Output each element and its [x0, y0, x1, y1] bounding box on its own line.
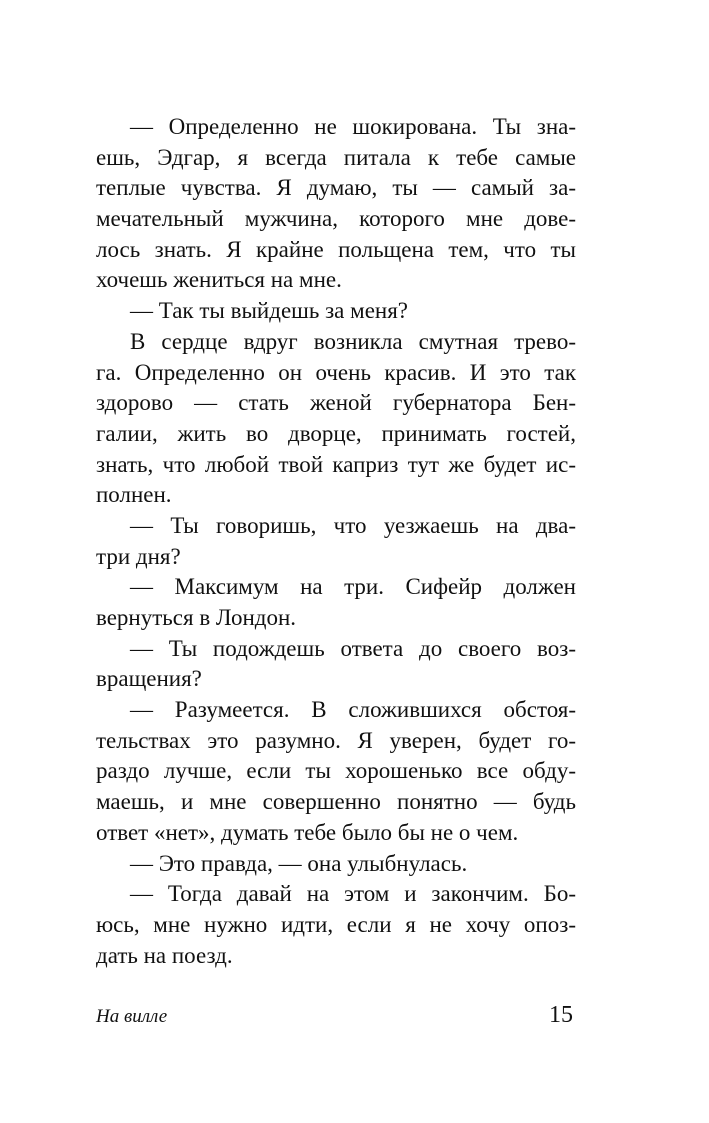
- text-line: тельствах это разумно. Я уверен, будет го-: [96, 727, 576, 753]
- text-line: вернуться в Лондон.: [96, 605, 297, 630]
- text-line: га. Определенно он очень красив. И это так: [96, 359, 576, 385]
- text-line: — Максимум на три. Сифейр должен: [130, 574, 576, 600]
- text-line: вращения?: [96, 666, 202, 692]
- text-line: — Тогда давай на этом и закончим. Бо-: [130, 881, 576, 907]
- running-title: На вилле: [96, 1006, 168, 1027]
- text-line: В сердце вдруг возникла смутная трево-: [130, 328, 576, 354]
- text-line: раздо лучше, если ты хорошенько все обду-: [96, 758, 576, 784]
- page-footer: [96, 1002, 576, 1034]
- text-line: теплые чувства. Я думаю, ты — самый за-: [96, 175, 576, 201]
- text-line: — Ты подождешь ответа до своего воз-: [130, 635, 576, 661]
- text-line: полнен.: [96, 482, 172, 508]
- text-line: ешь, Эдгар, я всегда питала к тебе самые: [96, 144, 576, 170]
- text-line: — Разумеется. В сложившихся обстоя-: [130, 697, 576, 723]
- text-line: юсь, мне нужно идти, если я не хочу опоз-: [96, 911, 576, 937]
- text-line: — Это правда, — она улыбнулась.: [130, 850, 468, 876]
- text-line: здорово — стать женой губернатора Бен-: [96, 390, 576, 416]
- text-line: ответ «нет», думать тебе было бы не о чем.: [96, 819, 519, 845]
- text-line: три дня?: [96, 543, 181, 569]
- text-line: маешь, и мне совершенно понятно — будь: [96, 789, 576, 815]
- text-line: — Так ты выйдешь за меня?: [130, 298, 408, 324]
- text-line: хочешь жениться на мне.: [96, 267, 342, 293]
- text-line: знать, что любой твой каприз тут же будет ис-: [96, 451, 576, 477]
- text-line: дать на поезд.: [96, 942, 233, 968]
- text-line: лось знать. Я крайне польщена тем, что ты: [96, 236, 576, 262]
- text-line: — Определенно не шокирована. Ты зна-: [130, 114, 576, 139]
- text-line: — Ты говоришь, что уезжаешь на два-: [130, 512, 576, 538]
- text-line: галии, жить во дворце, принимать гостей,: [96, 420, 576, 446]
- text-line: мечательный мужчина, которого мне дове-: [96, 206, 576, 232]
- body-text: [96, 112, 576, 971]
- page-number: 15: [549, 1002, 573, 1028]
